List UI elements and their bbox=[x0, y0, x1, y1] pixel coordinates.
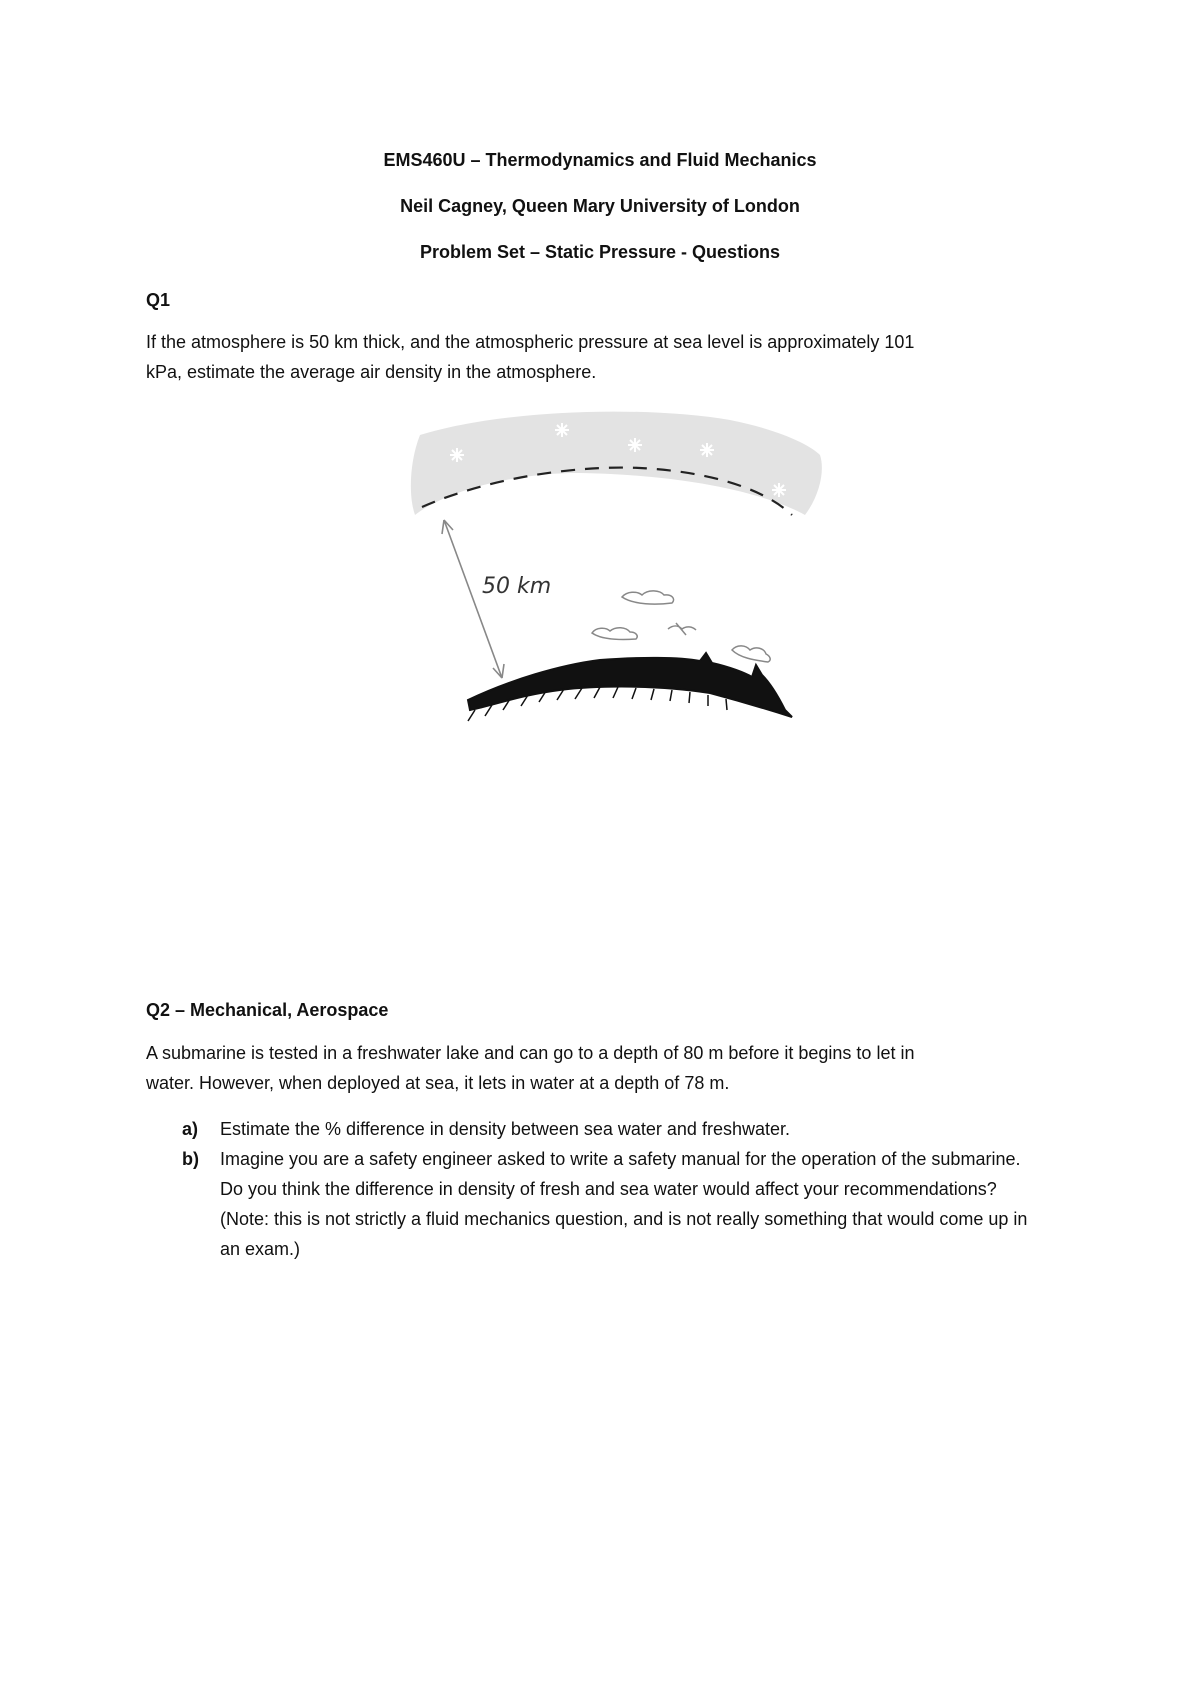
clouds bbox=[592, 591, 770, 662]
hatch-mark bbox=[670, 690, 672, 701]
part-marker: b) bbox=[182, 1149, 199, 1169]
cloud bbox=[622, 591, 674, 604]
hatch-mark bbox=[689, 692, 690, 703]
star-mark bbox=[700, 443, 714, 457]
ground-surface bbox=[468, 653, 792, 717]
hatch-mark bbox=[726, 699, 727, 710]
hatch-mark bbox=[575, 688, 582, 699]
star-mark bbox=[628, 438, 642, 452]
arrow-head-top bbox=[442, 520, 453, 534]
thickness-arrow bbox=[444, 520, 502, 678]
arrow-head-bottom bbox=[493, 664, 504, 678]
star-mark bbox=[450, 448, 464, 462]
part-text: Imagine you are a safety engineer asked to write a safety manual for the operation of the submarine. Do you think the difference in density of fresh and sea water would affect your recommendations? (Note: this is not strictly a fluid mechanics question, and is not really something that would come up in an exam.) bbox=[220, 1149, 1028, 1259]
part-marker: a) bbox=[182, 1119, 199, 1139]
cloud bbox=[732, 646, 770, 662]
q2-intro-line-1: A submarine is tested in a freshwater lake and can go to a depth of 80 m before it begins to let in bbox=[146, 1043, 915, 1063]
star-mark bbox=[772, 483, 786, 497]
problem-set-title: Problem Set – Static Pressure - Questions bbox=[419, 242, 781, 262]
cloud bbox=[668, 623, 696, 635]
atmosphere-band bbox=[411, 412, 822, 515]
q1-text-line-1: If the atmosphere is 50 km thick, and the atmospheric pressure at sea level is approximately 101 bbox=[146, 332, 915, 352]
q2-parts-list bbox=[146, 1114, 1046, 1264]
atmosphere-sketch bbox=[400, 405, 840, 735]
q1-text bbox=[146, 327, 1046, 387]
hatch-mark bbox=[632, 688, 636, 699]
hatch-mark bbox=[594, 687, 600, 698]
q1-text-line-2: kPa, estimate the average air density in the atmosphere. bbox=[146, 362, 597, 382]
list-item bbox=[146, 1144, 1046, 1264]
hatch-mark bbox=[468, 710, 475, 721]
part-text: Estimate the % difference in density between sea water and freshwater. bbox=[220, 1119, 790, 1139]
q2-title: Q2 – Mechanical, Aerospace bbox=[146, 1000, 389, 1020]
q2-intro-line-2: water. However, when deployed at sea, it lets in water at a depth of 78 m. bbox=[146, 1073, 730, 1093]
cloud bbox=[592, 628, 637, 640]
star-mark bbox=[555, 423, 569, 437]
thickness-label: 50 km bbox=[482, 574, 552, 599]
hatch-mark bbox=[651, 689, 654, 700]
q2-intro bbox=[146, 1038, 1046, 1098]
q1-title: Q1 bbox=[146, 290, 171, 310]
list-item bbox=[146, 1114, 1046, 1144]
author-line: Neil Cagney, Queen Mary University of London bbox=[400, 196, 800, 216]
course-title: EMS460U – Thermodynamics and Fluid Mechanics bbox=[383, 150, 817, 170]
hatch-mark bbox=[613, 687, 618, 698]
